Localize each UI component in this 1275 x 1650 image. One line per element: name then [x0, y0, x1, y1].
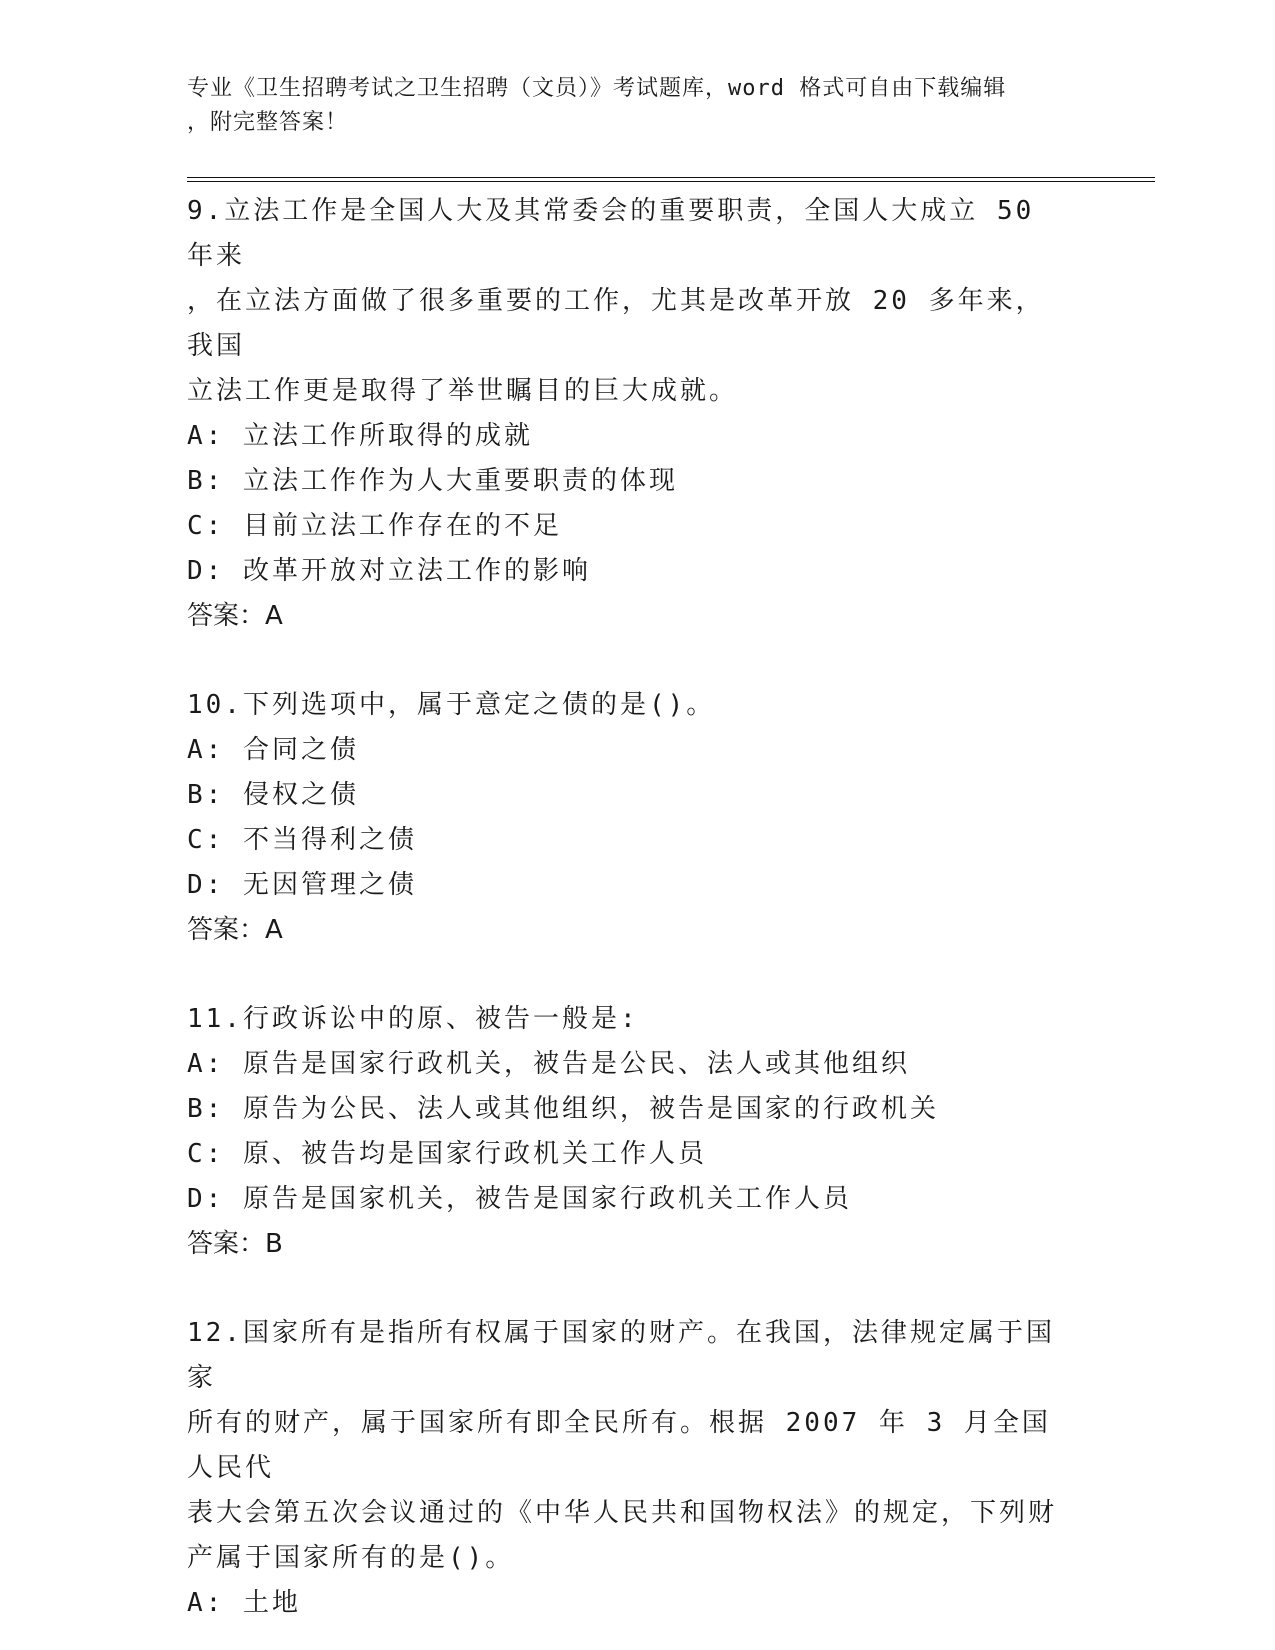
header-divider-top	[187, 177, 1155, 178]
header-line-1: 专业《卫生招聘考试之卫生招聘（文员）》考试题库，word 格式可自由下载编辑	[187, 76, 1007, 101]
answer-line: 答案：A	[187, 601, 283, 631]
question-11	[187, 997, 1067, 1267]
question-10	[187, 683, 1067, 953]
option-a: A: 立法工作所取得的成就	[187, 421, 533, 451]
document-header	[187, 72, 1067, 140]
question-stem-line: 11.行政诉讼中的原、被告一般是:	[187, 1004, 639, 1034]
question-list	[187, 189, 1067, 1626]
option-c: C: 不当得利之债	[187, 825, 417, 855]
option-b: B: 立法工作作为人大重要职责的体现	[187, 466, 678, 496]
question-stem-line: 10.下列选项中，属于意定之债的是()。	[187, 690, 716, 720]
option-a: A: 合同之债	[187, 735, 359, 765]
question-stem-line: ，在立法方面做了很多重要的工作，尤其是改革开放 20 多年来，我国	[187, 286, 1045, 361]
question-9	[187, 189, 1067, 639]
option-d: D: 原告是国家机关，被告是国家行政机关工作人员	[187, 1184, 852, 1214]
option-b: B: 原告为公民、法人或其他组织，被告是国家的行政机关	[187, 1094, 939, 1124]
header-divider-bottom	[187, 181, 1155, 182]
question-stem-line: 12.国家所有是指所有权属于国家的财产。在我国，法律规定属于国家	[187, 1318, 1055, 1393]
option-d: D: 无因管理之债	[187, 870, 417, 900]
question-stem-line: 所有的财产，属于国家所有即全民所有。根据 2007 年 3 月全国人民代	[187, 1408, 1051, 1483]
option-d: D: 改革开放对立法工作的影响	[187, 556, 591, 586]
answer-line: 答案：A	[187, 915, 283, 945]
option-b: B: 侵权之债	[187, 780, 359, 810]
option-a: A: 原告是国家行政机关，被告是公民、法人或其他组织	[187, 1049, 910, 1079]
answer-line: 答案：B	[187, 1229, 283, 1259]
question-12	[187, 1311, 1067, 1626]
question-stem-line: 表大会第五次会议通过的《中华人民共和国物权法》的规定，下列财	[187, 1498, 1058, 1528]
question-stem-line: 立法工作更是取得了举世瞩目的巨大成就。	[187, 376, 739, 406]
header-line-2: ，附完整答案！	[187, 110, 349, 135]
option-a: A: 土地	[187, 1588, 301, 1618]
option-c: C: 目前立法工作存在的不足	[187, 511, 562, 541]
question-stem-line: 产属于国家所有的是()。	[187, 1543, 515, 1573]
option-c: C: 原、被告均是国家行政机关工作人员	[187, 1139, 707, 1169]
question-stem-line: 9.立法工作是全国人大及其常委会的重要职责，全国人大成立 50 年来	[187, 196, 1035, 271]
